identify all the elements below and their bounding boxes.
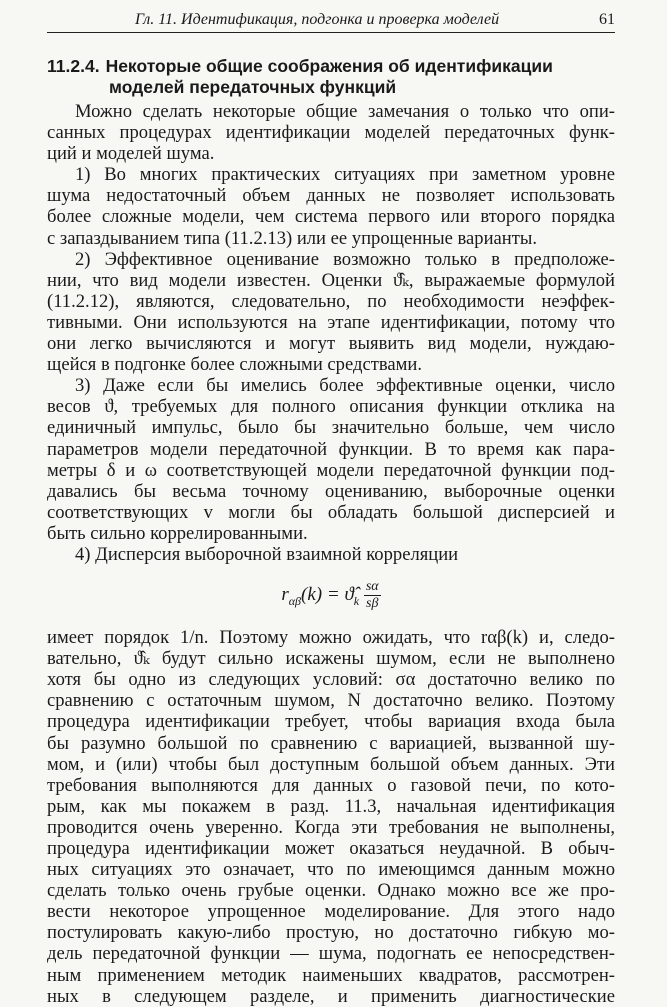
text-line: сделать только очень грубые оценки. Однако можно все же про- <box>47 880 615 902</box>
text-line: сравнению с остаточным шумом, N достаточно велико. Поэтому <box>47 690 615 712</box>
formula-arg: (k) = ϑ̂ <box>301 584 354 606</box>
text-line: 4) Дисперсия выборочной взаимной корреляции <box>75 543 459 565</box>
formula-lhs-subscript: αβ <box>288 593 302 608</box>
text-line: более сложные модели, чем система первого или второго порядка <box>47 206 615 228</box>
paragraph-point-4 <box>47 544 615 565</box>
fraction-denominator: sβ <box>366 596 379 612</box>
section-heading <box>47 56 615 98</box>
text-line: процедура идентификации требует, чтобы вариация входа была <box>47 711 615 733</box>
text-line: соответствующих v могли бы обладать большой дисперсией и <box>47 501 615 523</box>
text-line: весов ϑ, требуемых для полного описания функции отклика на <box>47 396 615 418</box>
text-line: санных процедурах идентификации моделей передаточных функ- <box>47 122 615 144</box>
text-line: ных ситуациях это означает, что по имеющимся данным можно <box>47 859 615 881</box>
text-line: вести некоторое упрощенное моделирование. Для этого надо <box>47 901 615 923</box>
paragraph-point-1 <box>47 164 615 248</box>
paragraph-point-3 <box>47 375 615 544</box>
page-number: 61 <box>599 11 615 28</box>
text-line: они легко вычисляются и могут выявить вид модели, нуждаю- <box>47 333 615 355</box>
text-line: ным применением методик наименьших квадратов, рассмотрен- <box>47 964 615 986</box>
formula-rhs-subscript: k <box>353 593 360 608</box>
text-line: быть сильно коррелированными. <box>47 522 308 544</box>
text-line: Можно сделать некоторые общие замечания о только что опи- <box>75 101 615 122</box>
text-line: (11.2.12), являются, следовательно, по необходимости неэффек- <box>47 290 615 312</box>
paragraph-continuation <box>47 627 615 1007</box>
text-line: щейся в подгонке более сложными средствами. <box>47 354 422 376</box>
text-line: шума недостаточный объем данных не позволяет использовать <box>47 185 615 207</box>
section-title-line1: Некоторые общие соображения об идентификации <box>105 56 553 76</box>
text-line: тивными. Они используются на этапе идентификации, потому что <box>47 311 615 333</box>
formula-lhs: r <box>281 584 289 606</box>
text-line: нии, что вид модели известен. Оценки ϑ̂ₖ, выражаемые формулой <box>47 269 615 291</box>
text-line: ных в следующем разделе, и применить диагностические <box>47 985 615 1007</box>
text-line: процедура идентификации может оказаться неудачной. В обыч- <box>47 838 615 859</box>
formula-fraction <box>364 579 381 612</box>
text-line: параметров модели передаточной функции. В то время как пара- <box>47 438 615 460</box>
text-line: проводится очень уверенно. Когда эти требования не выполнены, <box>47 816 615 838</box>
text-line: требования выполняются для данных о газовой печи, по кото- <box>47 774 615 796</box>
text-line: ций и моделей шума. <box>47 143 215 165</box>
page-header <box>47 8 615 33</box>
paragraph-intro <box>47 101 615 164</box>
text-line: бы разумно большой по сравнению с вариацией, вызванной шу- <box>47 732 615 754</box>
paragraph-point-2 <box>47 249 615 376</box>
text-line: мом, и (или) чтобы был доступным большой объем данных. Эти <box>47 753 615 775</box>
text-line: единичный импульс, было бы значительно больше, чем число <box>47 417 615 439</box>
text-line: хотя бы одно из следующих условий: σα достаточно велико по <box>47 669 615 691</box>
text-line: метры δ и ω соответствующей модели передаточной функции под- <box>47 459 615 481</box>
running-title: Гл. 11. Идентификация, подгонка и проверка моделей <box>135 11 500 28</box>
text-line: 3) Даже если бы имелись более эффективные оценки, число <box>75 375 615 397</box>
text-line: 1) Во многих практических ситуациях при заметном уровне <box>75 164 615 186</box>
text-line: имеет порядок 1/n. Поэтому можно ожидать, что rαβ(k) и, следо- <box>47 627 615 649</box>
text-line: с запаздыванием типа (11.2.13) или ее упрощенные варианты. <box>47 227 538 249</box>
section-title-line2: моделей передаточных функций <box>109 77 397 97</box>
text-line: давались бы весьма точному оцениванию, выборочные оценки <box>47 480 615 502</box>
formula-cross-correlation <box>47 573 615 617</box>
section-number: 11.2.4. <box>47 56 100 76</box>
text-line: дель передаточной функции — шума, подогнать ее непосредствен- <box>47 943 615 965</box>
text-line: постулировать какую-либо простую, но достаточно гибкую мо- <box>47 922 615 944</box>
text-line: 2) Эффективное оценивание возможно только в предположе- <box>75 248 615 270</box>
body-text <box>47 101 615 1007</box>
text-line: рым, как мы покажем в разд. 11.3, начальная идентификация <box>47 795 615 817</box>
text-line: вательно, ϑ̂ₖ будут сильно искажены шумом, если не выполнено <box>47 648 615 670</box>
fraction-numerator: sα <box>365 579 379 595</box>
